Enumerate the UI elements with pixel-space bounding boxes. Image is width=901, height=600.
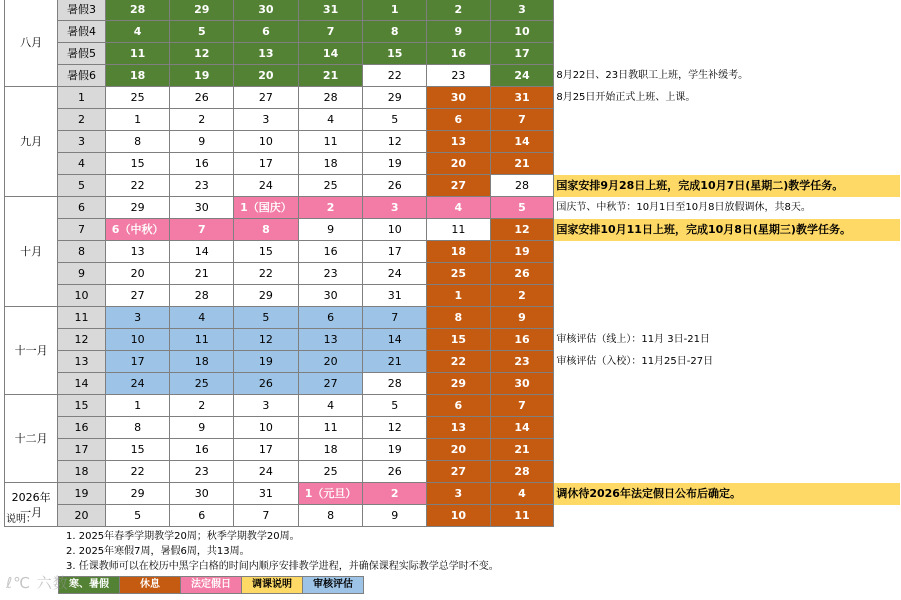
day-cell: 11 bbox=[105, 43, 170, 65]
legend-review: 审核评估 bbox=[302, 576, 364, 594]
row-note bbox=[554, 131, 901, 153]
calendar-row bbox=[5, 219, 901, 241]
day-cell: 3 bbox=[363, 197, 427, 219]
day-cell: 12 bbox=[490, 219, 554, 241]
day-cell: 8 bbox=[363, 21, 427, 43]
day-cell: 28 bbox=[363, 373, 427, 395]
row-note bbox=[554, 153, 901, 175]
week-label: 暑假4 bbox=[58, 21, 106, 43]
day-cell: 24 bbox=[490, 65, 554, 87]
day-cell: 29 bbox=[170, 0, 234, 21]
color-legend bbox=[59, 576, 364, 594]
day-cell: 15 bbox=[105, 153, 170, 175]
day-cell: 22 bbox=[234, 263, 299, 285]
day-cell: 13 bbox=[427, 131, 491, 153]
week-label: 16 bbox=[58, 417, 106, 439]
week-label: 17 bbox=[58, 439, 106, 461]
day-cell: 2 bbox=[170, 109, 234, 131]
calendar-row bbox=[5, 65, 901, 87]
calendar-row bbox=[5, 329, 901, 351]
week-label: 12 bbox=[58, 329, 106, 351]
day-cell: 1 bbox=[363, 0, 427, 21]
day-cell: 19 bbox=[490, 241, 554, 263]
day-cell: 11 bbox=[427, 219, 491, 241]
day-cell: 23 bbox=[298, 263, 363, 285]
day-cell: 3 bbox=[490, 0, 554, 21]
week-label: 13 bbox=[58, 351, 106, 373]
week-label: 10 bbox=[58, 285, 106, 307]
day-cell: 19 bbox=[234, 351, 299, 373]
note-line-2: 2. 2025年寒假7周，暑假6周，共13周。 bbox=[66, 546, 250, 557]
day-cell: 22 bbox=[105, 461, 170, 483]
day-cell: 16 bbox=[427, 43, 491, 65]
day-cell: 2 bbox=[427, 0, 491, 21]
day-cell: 25 bbox=[298, 175, 363, 197]
day-cell: 14 bbox=[490, 417, 554, 439]
row-note bbox=[554, 263, 901, 285]
day-cell: 26 bbox=[363, 461, 427, 483]
row-note: 国家安排10月11日上班，完成10月8日(星期三)教学任务。 bbox=[554, 219, 901, 241]
day-cell: 3 bbox=[427, 483, 491, 505]
month-label: 十二月 bbox=[5, 395, 58, 483]
day-cell: 18 bbox=[298, 439, 363, 461]
week-label: 暑假5 bbox=[58, 43, 106, 65]
day-cell: 5 bbox=[105, 505, 170, 527]
day-cell: 28 bbox=[490, 461, 554, 483]
day-cell: 13 bbox=[298, 329, 363, 351]
row-note bbox=[554, 417, 901, 439]
row-note bbox=[554, 505, 901, 527]
day-cell: 12 bbox=[363, 131, 427, 153]
day-cell: 5 bbox=[363, 395, 427, 417]
notes-section bbox=[6, 512, 499, 574]
calendar-row bbox=[5, 175, 901, 197]
calendar-row bbox=[5, 439, 901, 461]
day-cell: 18 bbox=[105, 65, 170, 87]
day-cell: 9 bbox=[490, 307, 554, 329]
day-cell: 19 bbox=[363, 153, 427, 175]
day-cell: 11 bbox=[170, 329, 234, 351]
day-cell: 23 bbox=[427, 65, 491, 87]
day-cell: 27 bbox=[298, 373, 363, 395]
day-cell: 5 bbox=[234, 307, 299, 329]
day-cell: 4 bbox=[298, 109, 363, 131]
note-line-1: 1. 2025年春季学期教学20周；秋季学期教学20周。 bbox=[66, 531, 300, 542]
day-cell: 6 bbox=[298, 307, 363, 329]
calendar-row bbox=[5, 43, 901, 65]
day-cell: 23 bbox=[170, 461, 234, 483]
calendar-row bbox=[5, 241, 901, 263]
day-cell: 12 bbox=[234, 329, 299, 351]
day-cell: 11 bbox=[298, 131, 363, 153]
day-cell: 5 bbox=[363, 109, 427, 131]
day-cell: 30 bbox=[427, 87, 491, 109]
day-cell: 2 bbox=[490, 285, 554, 307]
day-cell: 19 bbox=[170, 65, 234, 87]
day-cell: 30 bbox=[298, 285, 363, 307]
day-cell: 7 bbox=[298, 21, 363, 43]
day-cell: 19 bbox=[363, 439, 427, 461]
day-cell: 31 bbox=[298, 0, 363, 21]
day-cell: 26 bbox=[170, 87, 234, 109]
row-note bbox=[554, 461, 901, 483]
row-note: 国庆节、中秋节：10月1日至10月8日放假调休，共8天。 bbox=[556, 202, 811, 213]
day-cell: 29 bbox=[105, 483, 170, 505]
calendar-row bbox=[5, 307, 901, 329]
week-label: 15 bbox=[58, 395, 106, 417]
calendar-row bbox=[5, 21, 901, 43]
calendar-row bbox=[5, 395, 901, 417]
day-cell: 14 bbox=[170, 241, 234, 263]
day-cell: 29 bbox=[427, 373, 491, 395]
school-calendar-table bbox=[4, 0, 901, 527]
row-note bbox=[554, 21, 901, 43]
legend-vacation: 寒、暑假 bbox=[58, 576, 120, 594]
day-cell: 30 bbox=[170, 483, 234, 505]
day-cell: 14 bbox=[490, 131, 554, 153]
day-cell: 15 bbox=[427, 329, 491, 351]
calendar-row bbox=[5, 109, 901, 131]
day-cell: 21 bbox=[170, 263, 234, 285]
day-cell: 9 bbox=[298, 219, 363, 241]
day-cell: 6（中秋） bbox=[105, 219, 170, 241]
day-cell: 27 bbox=[105, 285, 170, 307]
day-cell: 5 bbox=[170, 21, 234, 43]
day-cell: 14 bbox=[363, 329, 427, 351]
day-cell: 12 bbox=[170, 43, 234, 65]
week-label: 14 bbox=[58, 373, 106, 395]
week-label: 11 bbox=[58, 307, 106, 329]
day-cell: 9 bbox=[170, 417, 234, 439]
calendar-row bbox=[5, 483, 901, 505]
row-note: 审核评估（线上）：11月 3日-21日 bbox=[556, 334, 710, 345]
day-cell: 12 bbox=[363, 417, 427, 439]
day-cell: 22 bbox=[363, 65, 427, 87]
week-label: 18 bbox=[58, 461, 106, 483]
day-cell: 16 bbox=[298, 241, 363, 263]
day-cell: 8 bbox=[234, 219, 299, 241]
week-label: 暑假6 bbox=[58, 65, 106, 87]
calendar-row bbox=[5, 417, 901, 439]
day-cell: 24 bbox=[234, 175, 299, 197]
month-label: 十月 bbox=[5, 197, 58, 307]
week-label: 6 bbox=[58, 197, 106, 219]
day-cell: 16 bbox=[490, 329, 554, 351]
row-note bbox=[554, 285, 901, 307]
day-cell: 4 bbox=[490, 483, 554, 505]
day-cell: 7 bbox=[363, 307, 427, 329]
row-note bbox=[554, 241, 901, 263]
row-note bbox=[554, 373, 901, 395]
day-cell: 7 bbox=[490, 109, 554, 131]
month-label: 八月 bbox=[5, 0, 58, 87]
day-cell: 20 bbox=[298, 351, 363, 373]
day-cell: 18 bbox=[427, 241, 491, 263]
week-label: 8 bbox=[58, 241, 106, 263]
day-cell: 13 bbox=[427, 417, 491, 439]
day-cell: 25 bbox=[170, 373, 234, 395]
day-cell: 13 bbox=[105, 241, 170, 263]
day-cell: 6 bbox=[170, 505, 234, 527]
calendar-row bbox=[5, 461, 901, 483]
watermark-logo: ℓ℃ 六数 bbox=[6, 574, 69, 592]
week-label: 2 bbox=[58, 109, 106, 131]
day-cell: 17 bbox=[105, 351, 170, 373]
day-cell: 17 bbox=[234, 153, 299, 175]
calendar-row bbox=[5, 131, 901, 153]
day-cell: 6 bbox=[234, 21, 299, 43]
row-note bbox=[554, 0, 901, 21]
legend-holiday: 法定假日 bbox=[180, 576, 242, 594]
day-cell: 15 bbox=[105, 439, 170, 461]
row-note: 国家安排9月28日上班，完成10月7日(星期二)教学任务。 bbox=[554, 175, 901, 197]
day-cell: 31 bbox=[490, 87, 554, 109]
day-cell: 27 bbox=[234, 87, 299, 109]
week-label: 7 bbox=[58, 219, 106, 241]
day-cell: 9 bbox=[427, 21, 491, 43]
week-label: 19 bbox=[58, 483, 106, 505]
day-cell: 8 bbox=[298, 505, 363, 527]
day-cell: 29 bbox=[363, 87, 427, 109]
day-cell: 10 bbox=[234, 417, 299, 439]
week-label: 1 bbox=[58, 87, 106, 109]
day-cell: 10 bbox=[363, 219, 427, 241]
day-cell: 26 bbox=[234, 373, 299, 395]
day-cell: 21 bbox=[298, 65, 363, 87]
day-cell: 24 bbox=[105, 373, 170, 395]
day-cell: 20 bbox=[427, 439, 491, 461]
calendar-row bbox=[5, 373, 901, 395]
week-label: 20 bbox=[58, 505, 106, 527]
day-cell: 28 bbox=[490, 175, 554, 197]
day-cell: 5 bbox=[490, 197, 554, 219]
day-cell: 28 bbox=[170, 285, 234, 307]
week-label: 9 bbox=[58, 263, 106, 285]
row-note bbox=[554, 43, 901, 65]
day-cell: 22 bbox=[105, 175, 170, 197]
day-cell: 21 bbox=[490, 439, 554, 461]
day-cell: 21 bbox=[490, 153, 554, 175]
day-cell: 20 bbox=[234, 65, 299, 87]
day-cell: 31 bbox=[363, 285, 427, 307]
day-cell: 2 bbox=[170, 395, 234, 417]
day-cell: 9 bbox=[170, 131, 234, 153]
day-cell: 28 bbox=[105, 0, 170, 21]
month-label: 2026年 一月 bbox=[5, 483, 58, 527]
day-cell: 4 bbox=[105, 21, 170, 43]
day-cell: 10 bbox=[234, 131, 299, 153]
day-cell: 10 bbox=[490, 21, 554, 43]
day-cell: 17 bbox=[490, 43, 554, 65]
day-cell: 3 bbox=[234, 109, 299, 131]
calendar-row bbox=[5, 263, 901, 285]
day-cell: 30 bbox=[234, 0, 299, 21]
day-cell: 1（元旦） bbox=[298, 483, 363, 505]
day-cell: 16 bbox=[170, 439, 234, 461]
day-cell: 11 bbox=[490, 505, 554, 527]
day-cell: 25 bbox=[298, 461, 363, 483]
note-line-3: 3. 任课教师可以在校历中黑字白格的时间内顺序安排教学进程，并确保课程实际教学总学时不变。 bbox=[66, 561, 499, 572]
week-label: 3 bbox=[58, 131, 106, 153]
day-cell: 8 bbox=[105, 131, 170, 153]
day-cell: 15 bbox=[363, 43, 427, 65]
day-cell: 1 bbox=[105, 395, 170, 417]
day-cell: 6 bbox=[427, 109, 491, 131]
day-cell: 16 bbox=[170, 153, 234, 175]
day-cell: 1（国庆） bbox=[234, 197, 299, 219]
day-cell: 8 bbox=[427, 307, 491, 329]
day-cell: 17 bbox=[363, 241, 427, 263]
day-cell: 26 bbox=[363, 175, 427, 197]
row-note bbox=[554, 109, 901, 131]
day-cell: 10 bbox=[427, 505, 491, 527]
row-note: 调休待2026年法定假日公布后确定。 bbox=[554, 483, 901, 505]
day-cell: 10 bbox=[105, 329, 170, 351]
day-cell: 7 bbox=[490, 395, 554, 417]
day-cell: 20 bbox=[427, 153, 491, 175]
day-cell: 4 bbox=[170, 307, 234, 329]
day-cell: 24 bbox=[234, 461, 299, 483]
day-cell: 31 bbox=[234, 483, 299, 505]
row-note bbox=[554, 395, 901, 417]
day-cell: 29 bbox=[234, 285, 299, 307]
day-cell: 8 bbox=[105, 417, 170, 439]
calendar-row bbox=[5, 285, 901, 307]
week-label: 4 bbox=[58, 153, 106, 175]
day-cell: 1 bbox=[105, 109, 170, 131]
day-cell: 20 bbox=[105, 263, 170, 285]
day-cell: 7 bbox=[170, 219, 234, 241]
day-cell: 14 bbox=[298, 43, 363, 65]
day-cell: 25 bbox=[105, 87, 170, 109]
day-cell: 17 bbox=[234, 439, 299, 461]
day-cell: 18 bbox=[170, 351, 234, 373]
day-cell: 26 bbox=[490, 263, 554, 285]
notes-heading: 说明： bbox=[6, 514, 36, 525]
day-cell: 24 bbox=[363, 263, 427, 285]
day-cell: 23 bbox=[170, 175, 234, 197]
day-cell: 28 bbox=[298, 87, 363, 109]
day-cell: 22 bbox=[427, 351, 491, 373]
day-cell: 3 bbox=[105, 307, 170, 329]
legend-rest: 休息 bbox=[119, 576, 181, 594]
row-note bbox=[554, 307, 901, 329]
week-label: 5 bbox=[58, 175, 106, 197]
calendar-row bbox=[5, 197, 901, 219]
day-cell: 11 bbox=[298, 417, 363, 439]
day-cell: 27 bbox=[427, 461, 491, 483]
calendar-row bbox=[5, 0, 901, 21]
day-cell: 3 bbox=[234, 395, 299, 417]
calendar-row bbox=[5, 87, 901, 109]
month-label: 九月 bbox=[5, 87, 58, 197]
row-note bbox=[554, 439, 901, 461]
week-label: 暑假3 bbox=[58, 0, 106, 21]
day-cell: 18 bbox=[298, 153, 363, 175]
row-note: 审核评估（入校）：11月25日-27日 bbox=[556, 356, 714, 367]
day-cell: 21 bbox=[363, 351, 427, 373]
day-cell: 6 bbox=[427, 395, 491, 417]
day-cell: 15 bbox=[234, 241, 299, 263]
day-cell: 23 bbox=[490, 351, 554, 373]
calendar-row bbox=[5, 351, 901, 373]
day-cell: 7 bbox=[234, 505, 299, 527]
day-cell: 2 bbox=[298, 197, 363, 219]
day-cell: 9 bbox=[363, 505, 427, 527]
day-cell: 4 bbox=[298, 395, 363, 417]
day-cell: 25 bbox=[427, 263, 491, 285]
day-cell: 27 bbox=[427, 175, 491, 197]
row-note: 8月22日、23日教职工上班，学生补缓考。 bbox=[556, 70, 749, 81]
legend-adjustment: 调课说明 bbox=[241, 576, 303, 594]
day-cell: 4 bbox=[427, 197, 491, 219]
day-cell: 29 bbox=[105, 197, 170, 219]
day-cell: 30 bbox=[170, 197, 234, 219]
row-note: 8月25日开始正式上班、上课。 bbox=[556, 92, 696, 103]
day-cell: 13 bbox=[234, 43, 299, 65]
calendar-row bbox=[5, 153, 901, 175]
day-cell: 30 bbox=[490, 373, 554, 395]
day-cell: 2 bbox=[363, 483, 427, 505]
month-label: 十一月 bbox=[5, 307, 58, 395]
day-cell: 1 bbox=[427, 285, 491, 307]
